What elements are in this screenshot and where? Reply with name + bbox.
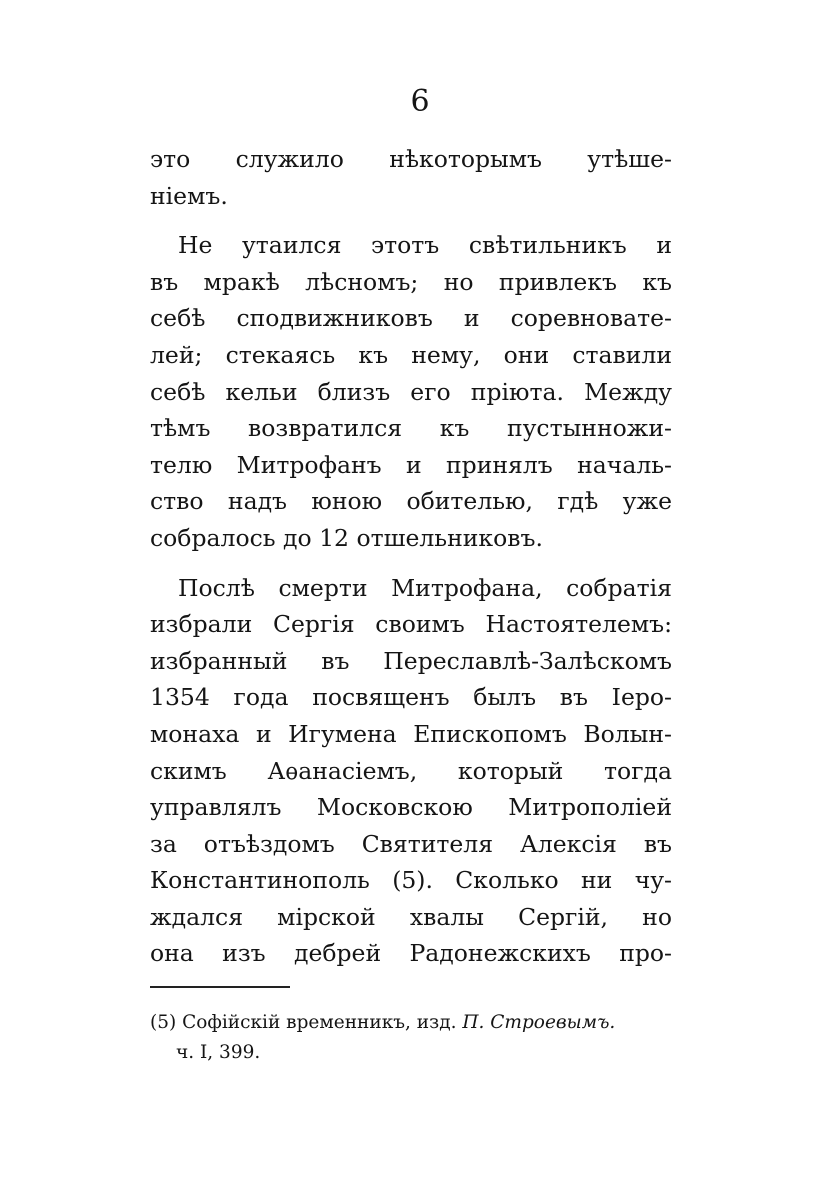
text-line: тѣмъ возвратился къ пустынножи- [150, 414, 672, 443]
text-line: Послѣ смерти Митрофана, собратія [178, 573, 672, 602]
text-line: Константинополь (5). Сколько ни чу- [150, 866, 672, 895]
text-line: ніемъ. [150, 181, 228, 210]
footnote-divider [150, 986, 290, 988]
text-line: себѣ кельи близъ его пріюта. Между [150, 377, 672, 406]
text-line: собралось до 12 отшельниковъ. [150, 523, 543, 552]
body-text [150, 141, 672, 972]
text-line: лей; стекаясь къ нему, они ставили [150, 340, 672, 369]
footnote-line-2: ч. I, 399. [176, 1042, 261, 1063]
text-line: въ мракѣ лѣсномъ; но привлекъ къ [150, 267, 672, 296]
text-line: скимъ Аѳанасіемъ, который тогда [150, 756, 672, 785]
footnote-line-1 [150, 1008, 672, 1038]
text-line: телю Митрофанъ и принялъ началь- [150, 450, 672, 479]
text-line: это служило нѣкоторымъ утѣше- [150, 145, 672, 173]
footnote [150, 1008, 672, 1068]
text-line: ждался мірской хвалы Сергій, но [150, 902, 672, 931]
footnote-text: (5) Софійскій временникъ, изд. [150, 1012, 457, 1033]
text-line: управлялъ Московскою Митрополіей [150, 793, 672, 822]
text-line: 1354 года посвященъ былъ въ Іеро- [150, 683, 672, 712]
footnote-editor: П. Строевымъ. [462, 1012, 616, 1033]
text-line: за отъѣздомъ Святителя Алексія въ [150, 829, 672, 858]
page-number: 6 [410, 84, 430, 119]
text-line: ство надъ юною обителью, гдѣ уже [150, 487, 672, 516]
text-line: избрали Сергія своимъ Настоятелемъ: [150, 610, 672, 639]
text-line: она изъ дебрей Радонежскихъ про- [150, 939, 672, 968]
text-line: Не утаился этотъ свѣтильникъ и [178, 231, 672, 260]
text-line: себѣ сподвижниковъ и соревновате- [150, 304, 672, 333]
text-line: монаха и Игумена Епископомъ Волын- [150, 719, 672, 748]
text-line: избранный въ Переславлѣ-Залѣскомъ [150, 646, 672, 675]
